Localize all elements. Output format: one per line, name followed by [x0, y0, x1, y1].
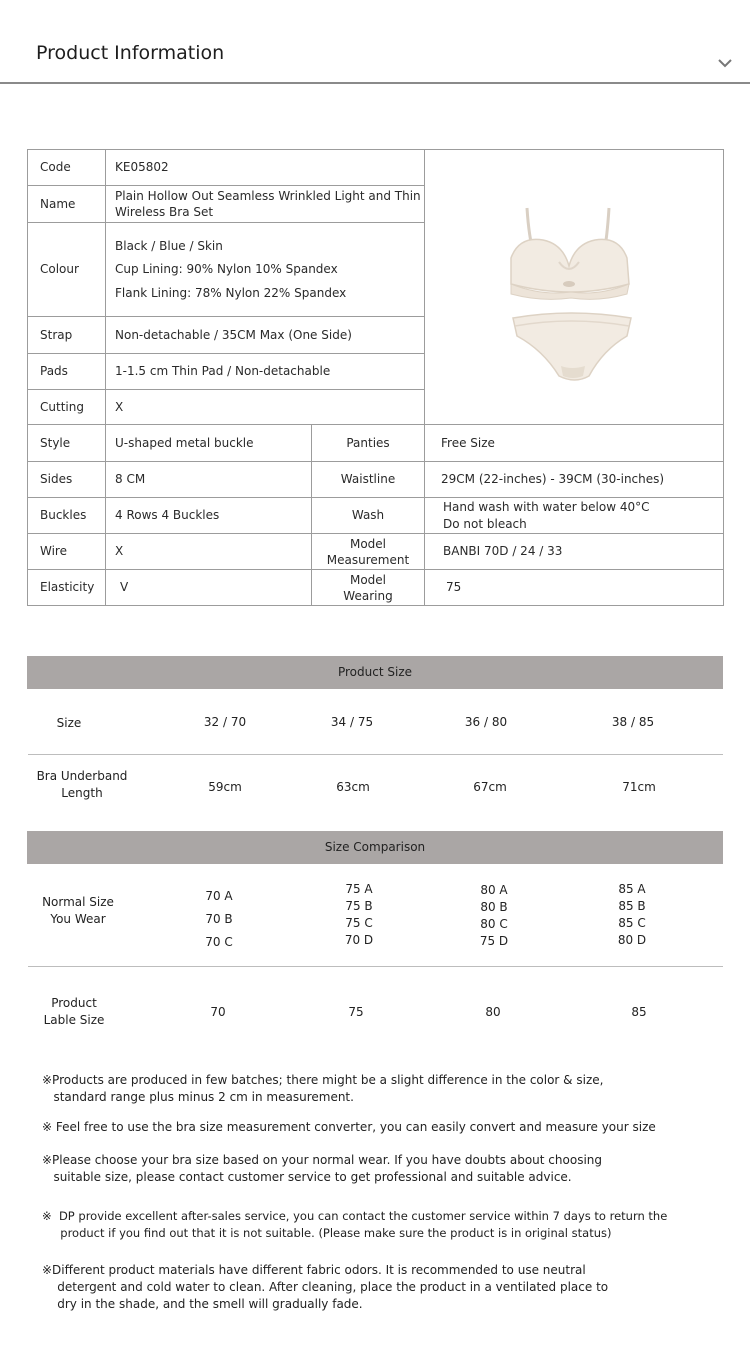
strap-value: Non-detachable / 35CM Max (One Side) — [106, 317, 425, 354]
cutting-label: Cutting — [28, 390, 106, 425]
size-cell: 34 / 75 — [330, 715, 374, 729]
wash-value — [425, 498, 724, 534]
cutting-value: X — [106, 390, 425, 425]
model-measurement-label — [312, 534, 425, 570]
note-item — [42, 1152, 602, 1186]
label-line: Model — [349, 536, 387, 551]
label-line: Model — [349, 572, 387, 587]
waistline-label: Waistline — [312, 462, 425, 498]
normal-size-value: 80 D — [617, 933, 647, 947]
code-value: KE05802 — [106, 150, 425, 186]
elasticity-value: V — [106, 570, 312, 606]
code-label: Code — [28, 150, 106, 186]
lable-size-cell: 80 — [485, 1005, 501, 1019]
size-comparison-bar: Size Comparison — [27, 831, 723, 864]
normal-size-col — [329, 881, 389, 949]
note-line: ※Products are produced in few batches; there might be a slight difference in the color & size, — [42, 1073, 604, 1087]
note-item — [42, 1072, 603, 1106]
note-item — [42, 1262, 608, 1313]
colour-value — [106, 223, 425, 317]
pads-label: Pads — [28, 354, 106, 390]
sides-label: Sides — [28, 462, 106, 498]
panties-label: Panties — [312, 425, 425, 462]
product-image — [425, 150, 724, 425]
divider — [28, 966, 723, 967]
colour-line: Flank Lining: 78% Nylon 22% Spandex — [115, 285, 347, 300]
elasticity-label: Elasticity — [28, 570, 106, 606]
note-line: detergent and cold water to clean. After cleaning, place the product in a ventilated place to — [42, 1280, 609, 1294]
label-line: You Wear — [50, 912, 106, 926]
model-wearing-label — [312, 570, 425, 606]
size-cell: 36 / 80 — [464, 715, 508, 729]
size-cell: 38 / 85 — [611, 715, 655, 729]
normal-size-value: 70 B — [205, 912, 233, 926]
label-line: Wearing — [343, 588, 393, 603]
wash-line: Hand wash with water below 40°C — [443, 499, 650, 514]
note-line: suitable size, please contact customer service to get professional and suitable advice. — [42, 1170, 572, 1184]
note-line: standard range plus minus 2 cm in measurement. — [42, 1090, 354, 1104]
note-line: ※Different product materials have different fabric odors. It is recommended to use neutral — [42, 1263, 586, 1277]
note-line: ※ DP provide excellent after-sales service, you can contact the customer service within 7 days to return the — [42, 1209, 668, 1223]
label-line: Normal Size — [42, 895, 114, 909]
divider — [28, 754, 723, 755]
product-size-bar: Product Size — [27, 656, 723, 689]
model-measurement-value: BANBI 70D / 24 / 33 — [425, 534, 724, 570]
normal-size-value: 80 C — [480, 917, 508, 931]
wash-label: Wash — [312, 498, 425, 534]
chevron-down-icon[interactable] — [716, 54, 734, 72]
wash-line: Do not bleach — [443, 516, 527, 531]
lable-size-cell: 70 — [210, 1005, 226, 1019]
normal-size-value: 75 A — [345, 882, 373, 896]
panties-value: Free Size — [425, 425, 724, 462]
normal-size-value: 70 A — [205, 889, 233, 903]
normal-size-col — [189, 885, 249, 954]
style-label: Style — [28, 425, 106, 462]
note-line: product if you find out that it is not suitable. (Please make sure the product is in original status) — [42, 1226, 612, 1240]
sides-value: 8 CM — [106, 462, 312, 498]
name-value: Plain Hollow Out Seamless Wrinkled Light and Thin Wireless Bra Set — [106, 186, 425, 223]
size-cell: 32 / 70 — [203, 715, 247, 729]
note-line: dry in the shade, and the smell will gradually fade. — [42, 1297, 363, 1311]
normal-size-value: 70 D — [344, 933, 374, 947]
normal-size-value: 85 A — [618, 882, 646, 896]
lable-size-label — [30, 995, 118, 1029]
wire-value: X — [106, 534, 312, 570]
label-line: Measurement — [326, 552, 410, 567]
style-value: U-shaped metal buckle — [106, 425, 312, 462]
waistline-value: 29CM (22-inches) - 39CM (30-inches) — [425, 462, 724, 498]
model-wearing-value: 75 — [425, 570, 724, 606]
note-line: ※ Feel free to use the bra size measurement converter, you can easily convert and measure your size — [42, 1120, 656, 1134]
note-item — [42, 1208, 667, 1242]
colour-label: Colour — [28, 223, 106, 317]
underband-cell: 67cm — [473, 780, 507, 794]
pads-value: 1-1.5 cm Thin Pad / Non-detachable — [106, 354, 425, 390]
underband-cell: 59cm — [208, 780, 242, 794]
size-label: Size — [56, 716, 82, 730]
section-title: Product Information — [36, 42, 225, 64]
buckles-label: Buckles — [28, 498, 106, 534]
name-label: Name — [28, 186, 106, 223]
normal-size-value: 75 C — [345, 916, 373, 930]
colour-line: Cup Lining: 90% Nylon 10% Spandex — [115, 262, 338, 277]
wire-label: Wire — [28, 534, 106, 570]
normal-size-value: 80 A — [480, 883, 508, 897]
underband-label — [30, 768, 134, 802]
normal-size-value: 85 B — [618, 899, 646, 913]
label-line: Bra Underband — [36, 769, 128, 783]
label-line: Product — [51, 996, 97, 1010]
note-line: ※Please choose your bra size based on your normal wear. If you have doubts about choosing — [42, 1153, 602, 1167]
buckles-value: 4 Rows 4 Buckles — [106, 498, 312, 534]
normal-size-col — [464, 882, 524, 950]
normal-size-value: 85 C — [618, 916, 646, 930]
spec-table — [27, 149, 724, 606]
label-line: Length — [61, 786, 103, 800]
normal-size-label — [30, 894, 126, 928]
note-item — [42, 1119, 656, 1136]
underband-cell: 63cm — [336, 780, 370, 794]
lable-size-cell: 85 — [631, 1005, 647, 1019]
underband-cell: 71cm — [622, 780, 656, 794]
colour-line: Black / Blue / Skin — [115, 239, 223, 254]
normal-size-value: 75 D — [479, 934, 509, 948]
strap-label: Strap — [28, 317, 106, 354]
normal-size-value: 70 C — [205, 935, 233, 949]
lable-size-cell: 75 — [348, 1005, 364, 1019]
normal-size-value: 75 B — [345, 899, 373, 913]
bra-set-image — [499, 180, 649, 390]
label-line: Lable Size — [43, 1013, 105, 1027]
section-header — [0, 0, 750, 84]
normal-size-value: 80 B — [480, 900, 508, 914]
normal-size-col — [602, 881, 662, 949]
